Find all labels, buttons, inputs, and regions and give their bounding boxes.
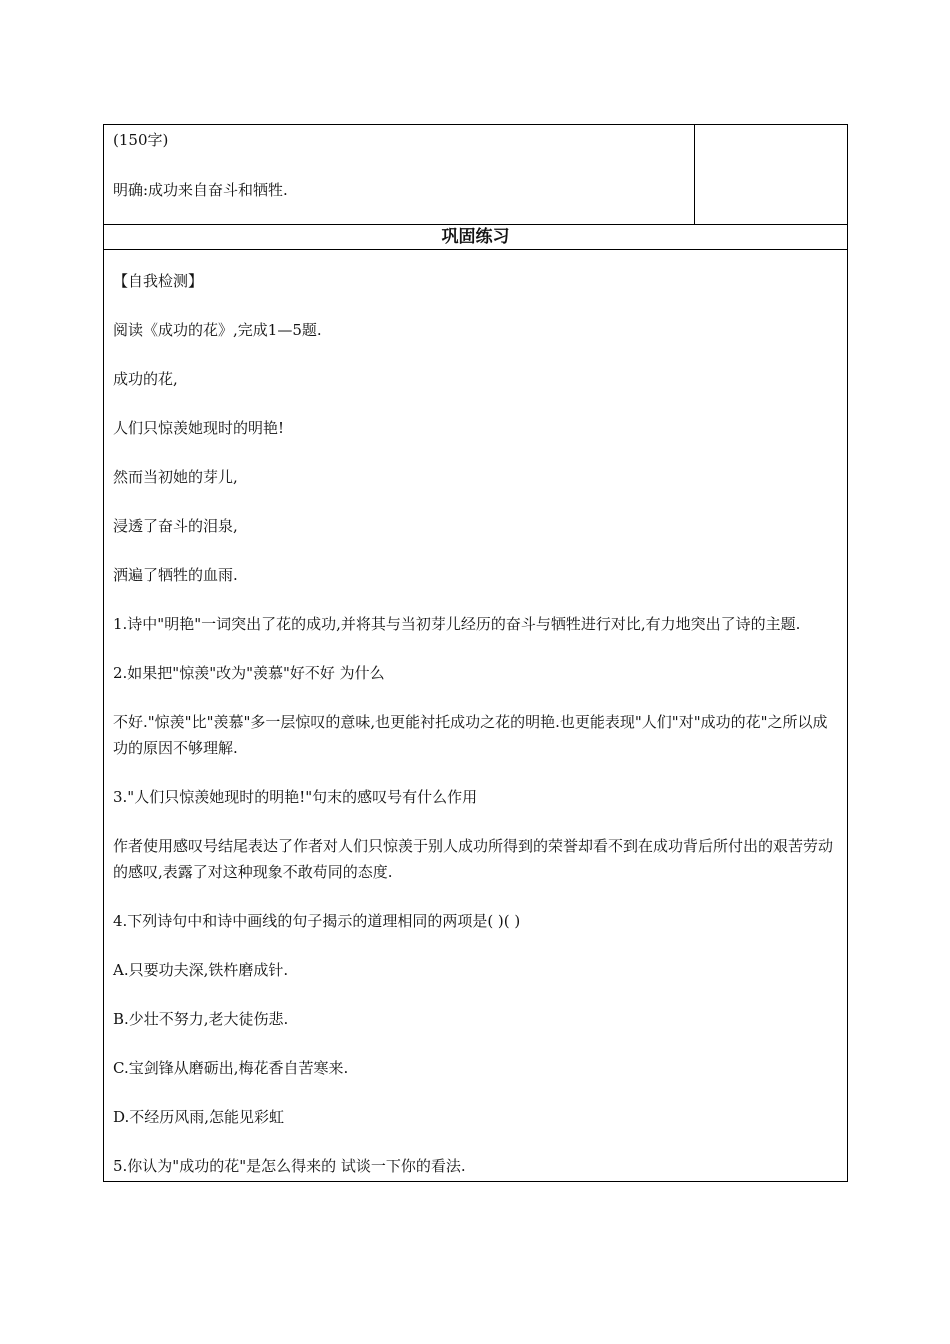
- question-1: 1.诗中"明艳"一词突出了花的成功,并将其与当初芽儿经历的奋斗与牺牲进行对比,有力地突出了诗的主题.: [113, 615, 801, 633]
- option-a: A.只要功夫深,铁杵磨成针.: [113, 961, 289, 979]
- exercise-body-cell: [104, 250, 848, 1182]
- self-check-heading: 【自我检测】: [113, 272, 204, 290]
- question-2: 2.如果把"惊羡"改为"羡慕"好不好 为什么: [113, 664, 385, 682]
- poem-line: 浸透了奋斗的泪泉,: [113, 517, 238, 535]
- word-count-note: (150字): [113, 131, 169, 149]
- poem-line: 人们只惊羡她现时的明艳!: [113, 419, 285, 437]
- top-row-main-cell: [104, 125, 695, 225]
- option-b: B.少壮不努力,老大徒伤悲.: [113, 1010, 289, 1028]
- poem-line: 洒遍了牺牲的血雨.: [113, 566, 238, 584]
- top-row-side-cell: [695, 125, 848, 225]
- reading-instruction: 阅读《成功的花》,完成1—5题.: [113, 321, 322, 339]
- conclusion-line: 明确:成功来自奋斗和牺牲.: [113, 181, 288, 199]
- question-4: 4.下列诗句中和诗中画线的句子揭示的道理相同的两项是( )( ): [113, 912, 521, 930]
- option-c: C.宝剑锋从磨砺出,梅花香自苦寒来.: [113, 1059, 349, 1077]
- question-5: 5.你认为"成功的花"是怎么得来的 试谈一下你的看法.: [113, 1157, 466, 1175]
- poem-line: 然而当初她的芽儿,: [113, 468, 238, 486]
- section-title: 巩固练习: [104, 225, 848, 250]
- top-row: [104, 125, 848, 225]
- answer-2: 不好."惊羡"比"羡慕"多一层惊叹的意味,也更能衬托成功之花的明艳.也更能表现"人们"对"成功的花"之所以成功的原因不够理解.: [113, 713, 828, 757]
- document-table: [103, 124, 848, 1182]
- exercise-row: [104, 250, 848, 1182]
- poem-line: 成功的花,: [113, 370, 178, 388]
- answer-3: 作者使用感叹号结尾表达了作者对人们只惊羡于别人成功所得到的荣誉却看不到在成功背后所付出的艰苦劳动的感叹,表露了对这种现象不敢苟同的态度.: [113, 837, 834, 881]
- section-header-row: [104, 225, 848, 250]
- option-d: D.不经历风雨,怎能见彩虹: [113, 1108, 285, 1126]
- question-3: 3."人们只惊羡她现时的明艳!"句末的感叹号有什么作用: [113, 788, 478, 806]
